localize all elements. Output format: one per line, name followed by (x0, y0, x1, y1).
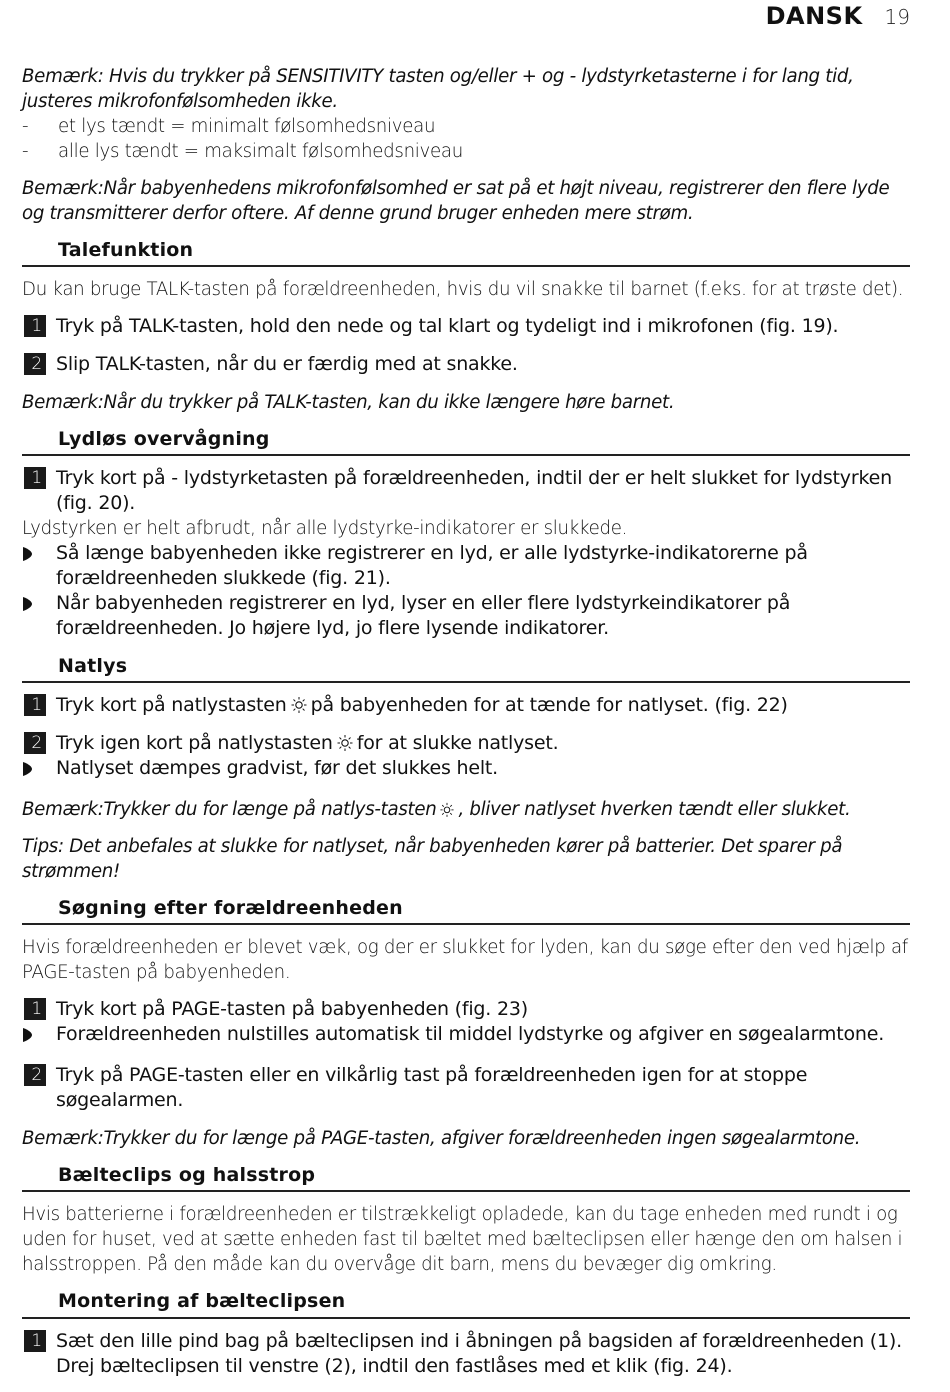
step-text: Tryk kort på PAGE-tasten på babyenheden (fig. 23) (56, 998, 528, 1020)
section-heading-talk: Talefunktion (22, 238, 910, 267)
talk-intro: Du kan bruge TALK-tasten på forældreenheden, hvis du vil snakke til barnet (f.eks. for at trøste det). (22, 279, 904, 300)
list-item (22, 139, 910, 164)
step-text: Tryk på TALK-tasten, hold den nede og tal klart og tydeligt ind i mikrofonen (fig. 19). (56, 315, 839, 337)
bullet-text: Forældreenheden nulstilles automatisk til middel lydstyrke og afgiver en søgealarmtone. (56, 1023, 885, 1045)
paging-step-2 (22, 1063, 910, 1113)
nightlight-sun-icon (440, 799, 454, 815)
section-heading-paging: Søgning efter forældreenheden (22, 896, 910, 925)
language-label: DANSK (765, 2, 863, 30)
step-number-badge: 2 (24, 353, 46, 375)
step-text: Tryk kort på - lydstyrketasten på forældreenheden, indtil der er helt slukket for lydstyrken (fig. 20). (56, 467, 892, 514)
note-high-sensitivity: Bemærk:Når babyenhedens mikrofonfølsomhed er sat på et højt niveau, registrerer den flere lyde og transmitterer derfor oftere. Af denne grund bruger enheden mere strøm. (22, 178, 890, 224)
talk-note: Bemærk:Når du trykker på TALK-tasten, kan du ikke længere høre barnet. (22, 392, 675, 413)
bullet-text: Når babyenheden registrerer en lyd, lyser en eller flere lydstyrkeindikatorer på forældreenheden. Jo højere lyd, jo flere lysende indikatorer. (56, 592, 791, 639)
bullet-arrow-icon (22, 591, 56, 641)
section-heading-mounting: Montering af bælteclipsen (58, 1290, 346, 1312)
note-sensitivity: Bemærk: Hvis du trykker på SENSITIVITY tasten og/eller + og - lydstyrketasterne i for lang tid, justeres mikrofonfølsomheden ikke. (22, 66, 854, 112)
bullet-text: Så længe babyenheden ikke registrerer en lyd, er alle lydstyrke-indikatorerne på forældreenheden slukkede (fig. 21). (56, 542, 808, 589)
talk-step-1 (22, 314, 910, 339)
step-text-before: Tryk kort på natlystasten (56, 694, 287, 716)
nightlight-sun-icon (291, 695, 307, 713)
step-text (56, 693, 788, 718)
sensitivity-levels-list (22, 114, 910, 164)
nightlight-step-1 (22, 693, 910, 718)
step-text: Tryk på PAGE-tasten eller en vilkårlig tast på forældreenheden igen for at stoppe søgealarmen. (56, 1064, 808, 1111)
step-text-after: på babyenheden for at tænde for natlyset. (fig. 22) (310, 694, 788, 716)
paging-intro: Hvis forældreenheden er blevet væk, og der er slukket for lyden, kan du søge efter den ved hjælp af PAGE-tasten på babyenheden. (22, 937, 908, 983)
list-item (22, 114, 910, 139)
paging-bullet (22, 1022, 910, 1050)
page-content (22, 64, 910, 1392)
list-item-text: alle lys tændt = maksimalt følsomhedsniveau (58, 141, 463, 162)
note-text-after: , bliver natlyset hverken tændt eller slukket. (458, 799, 851, 820)
page-header (766, 2, 910, 30)
nightlight-step-2 (22, 731, 910, 756)
step-number-badge: 1 (24, 1330, 46, 1352)
bullet-arrow-icon (22, 756, 56, 784)
step-number-badge: 2 (24, 732, 46, 754)
mounting-step-1 (22, 1317, 910, 1379)
paging-step-1 (22, 997, 910, 1022)
silent-info: Lydstyrken er helt afbrudt, når alle lydstyrke-indikatorer er slukkede. (22, 518, 628, 539)
step-text-before: Tryk igen kort på natlystasten (56, 732, 333, 754)
bullet-text: Natlyset dæmpes gradvist, før det slukkes helt. (56, 757, 499, 779)
silent-bullet-2 (22, 591, 910, 641)
step-text: Sæt den lille pind bag på bælteclipsen ind i åbningen på bagsiden af forældreenheden (1). Drej bælteclipsen til venstre (2), indtil den fastlåses med et klik (fig. 24). (56, 1330, 902, 1377)
nightlight-sun-icon (337, 733, 353, 751)
section-heading-beltclip: Bælteclips og halsstrop (22, 1163, 910, 1192)
step-text: Slip TALK-tasten, når du er færdig med at snakke. (56, 353, 518, 375)
dash-marker: - (22, 141, 29, 162)
list-item-text: et lys tændt = minimalt følsomhedsniveau (58, 116, 436, 137)
step-number-badge: 1 (24, 315, 46, 337)
paging-note: Bemærk:Trykker du for længe på PAGE-tasten, afgiver forældreenheden ingen søgealarmtone. (22, 1128, 861, 1149)
note-text-before: Bemærk:Trykker du for længe på natlys-tasten (22, 799, 437, 820)
silent-bullet-1 (22, 541, 910, 591)
step-text-after: for at slukke natlyset. (356, 732, 559, 754)
silent-step-1 (22, 466, 910, 516)
step-number-badge: 2 (24, 1064, 46, 1086)
nightlight-bullet (22, 756, 910, 784)
section-heading-silent: Lydløs overvågning (22, 427, 910, 456)
bullet-arrow-icon (22, 1022, 56, 1050)
bullet-arrow-icon (22, 541, 56, 591)
section-heading-nightlight: Natlys (22, 654, 910, 683)
nightlight-tip: Tips: Det anbefales at slukke for natlyset, når babyenheden kører på batterier. Det sparer på strømmen! (22, 836, 843, 882)
step-number-badge: 1 (24, 998, 46, 1020)
talk-step-2 (22, 352, 910, 377)
step-number-badge: 1 (24, 467, 46, 489)
dash-marker: - (22, 116, 29, 137)
page-number: 19 (884, 5, 910, 29)
beltclip-intro: Hvis batterierne i forældreenheden er tilstrækkeligt opladede, kan du tage enheden med rundt i og uden for huset, ved at sætte enheden fast til bæltet med bælteclipsen eller hænge den om halsen i halsstroppen. På den måde kan du overvåge dit barn, mens du bevæger dig omkring. (22, 1204, 903, 1275)
nightlight-note (22, 797, 910, 822)
step-text (56, 731, 558, 756)
step-number-badge: 1 (24, 694, 46, 716)
